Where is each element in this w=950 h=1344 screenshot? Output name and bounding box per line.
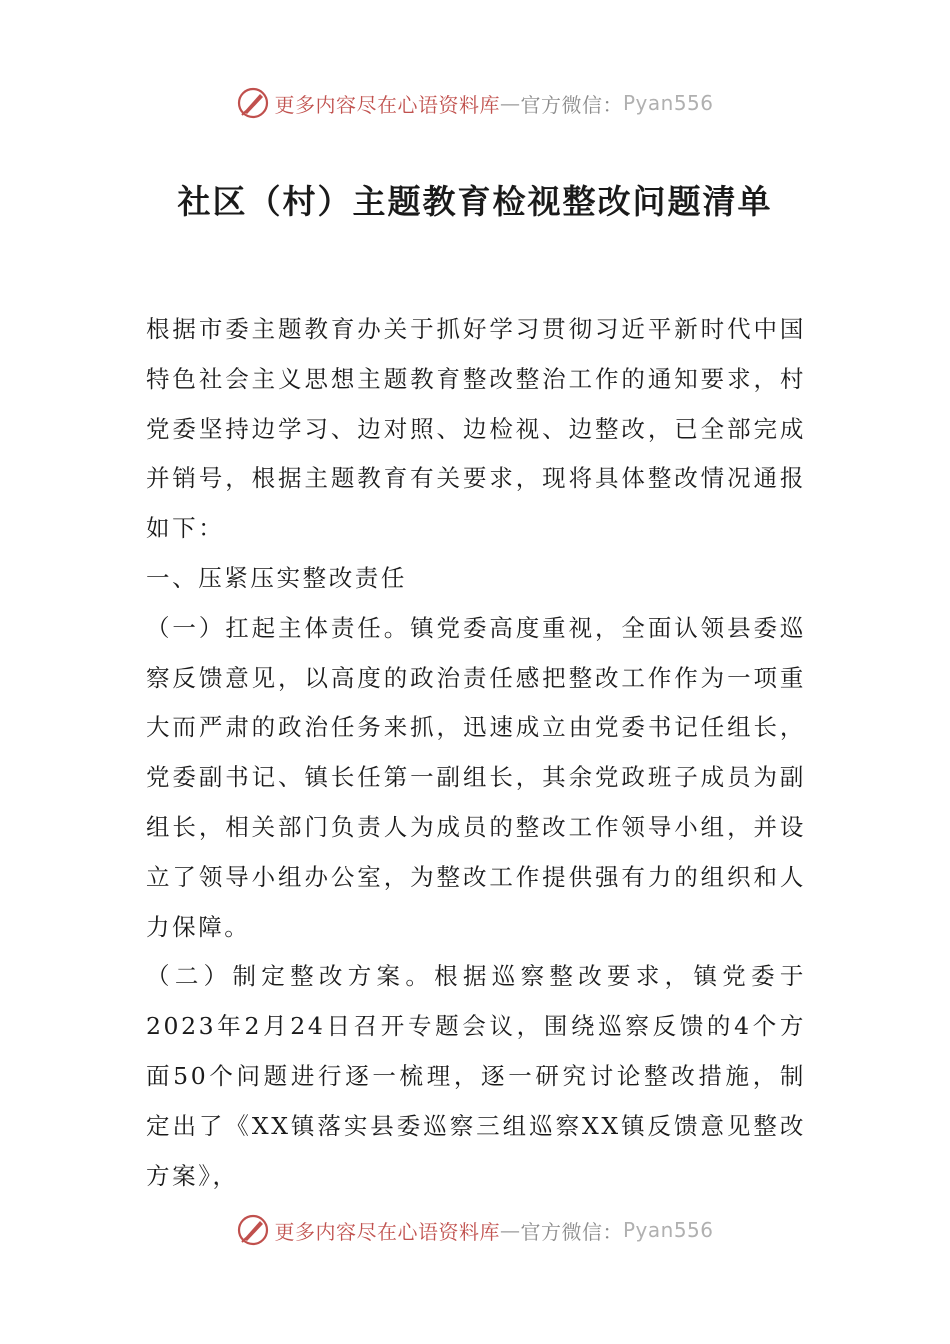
body-paragraph: （一）扛起主体责任。镇党委高度重视，全面认领县委巡察反馈意见，以高度的政治责任感把整改工作作为一项重大而严肃的政治任务来抓，迅速成立由党委书记任组长，党委副书记、镇长任第一副组长，其余党政班子成员为副组长，相关部门负责人为成员的整改工作领导小组，并设立了领导小组办公室，为整改工作提供强有力的组织和人力保障。: [146, 613, 806, 941]
document-body: [146, 305, 806, 1201]
banner-separator: —: [499, 1218, 521, 1242]
banner-wechat-id: Pyan556: [622, 1218, 714, 1242]
banner-separator: —: [499, 91, 521, 115]
banner-main-text: 更多内容尽在心语资料库: [274, 1219, 500, 1244]
banner-wechat-label: 官方微信：: [520, 92, 623, 117]
header-watermark-banner: [0, 85, 950, 121]
body-paragraph: （二）制定整改方案。根据巡察整改要求，镇党委于2023年2月24日召开专题会议，围绕巡察反馈的4个方面50个问题进行逐一梳理，逐一研究讨论整改措施，制定出了《XX镇落实县委巡察三组巡察XX镇反馈意见整改方案》，: [146, 962, 806, 1190]
banner-main-text: 更多内容尽在心语资料库: [274, 92, 500, 117]
banner-wechat-id: Pyan556: [622, 91, 714, 115]
quill-seal-icon: [236, 86, 270, 120]
document-title: 社区（村）主题教育检视整改问题清单: [177, 182, 773, 221]
banner-wechat-label: 官方微信：: [520, 1219, 623, 1244]
intro-paragraph: 根据市委主题教育办关于抓好学习贯彻习近平新时代中国特色社会主义思想主题教育整改整治工作的通知要求，村党委坚持边学习、边对照、边检视、边整改，已全部完成并销号，根据主题教育有关要求，现将具体整改情况通报如下：: [146, 315, 806, 543]
quill-seal-icon: [236, 1213, 270, 1247]
footer-watermark-banner: [0, 1212, 950, 1248]
section-heading: 一、压紧压实整改责任: [146, 563, 407, 592]
